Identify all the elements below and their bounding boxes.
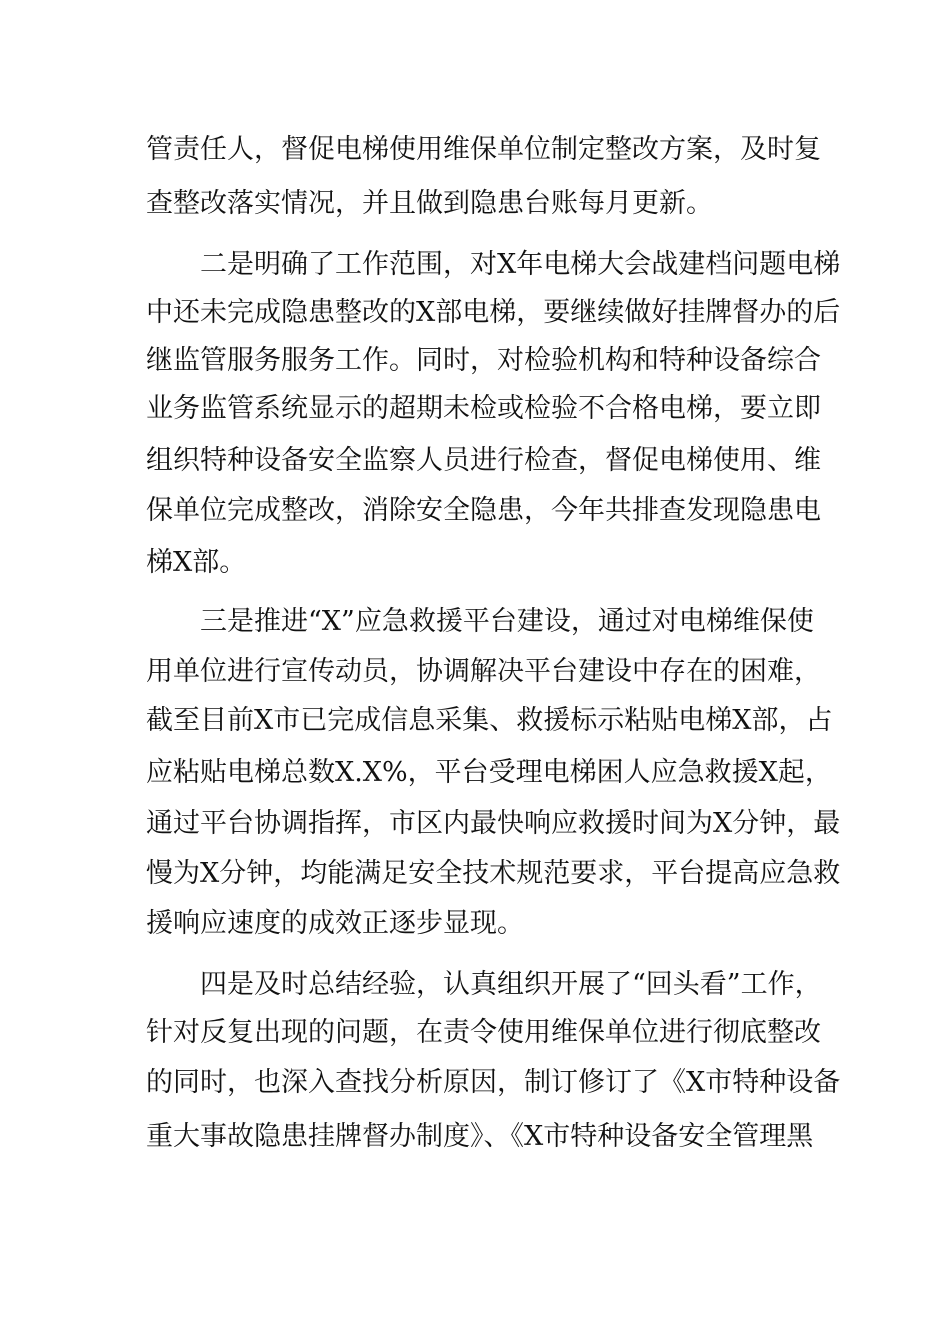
text-line: 管责任人，督促电梯使用维保单位制定整改方案，及时复: [146, 134, 821, 165]
text-line: 业务监管系统显示的超期未检或检验不合格电梯，要立即: [146, 393, 821, 424]
text-line: 援响应速度的成效正逐步显现。: [146, 908, 524, 939]
text-line: 查整改落实情况，并且做到隐患台账每月更新。: [146, 188, 713, 219]
paragraph-first-line: 三是推进“X”应急救援平台建设，通过对电梯维保使: [200, 606, 814, 637]
text-line: 通过平台协调指挥，市区内最快响应救援时间为X分钟，最: [146, 808, 841, 839]
text-line: 继监管服务服务工作。同时，对检验机构和特种设备综合: [146, 345, 821, 376]
text-line: 重大事故隐患挂牌督办制度》、《X市特种设备安全管理黑: [146, 1121, 814, 1152]
paragraph-first-line: 二是明确了工作范围，对X年电梯大会战建档问题电梯: [200, 249, 841, 280]
text-line: 针对反复出现的问题，在责令使用维保单位进行彻底整改: [146, 1017, 821, 1048]
text-line: 的同时，也深入查找分析原因，制订修订了《X市特种设备: [146, 1067, 841, 1098]
text-line: 保单位完成整改，消除安全隐患，今年共排查发现隐患电: [146, 495, 821, 526]
paragraph-first-line: 四是及时总结经验，认真组织开展了“回头看”工作，: [200, 969, 822, 1000]
text-line: 梯X部。: [146, 547, 247, 578]
text-line: 用单位进行宣传动员，协调解决平台建设中存在的困难，: [146, 656, 821, 687]
text-line: 截至目前X市已完成信息采集、救援标示粘贴电梯X部，占: [146, 705, 833, 736]
text-line: 中还未完成隐患整改的X部电梯，要继续做好挂牌督办的后: [146, 297, 841, 328]
text-line: 应粘贴电梯总数X.X%，平台受理电梯困人应急救援X起，: [146, 757, 832, 788]
text-line: 慢为X分钟，均能满足安全技术规范要求，平台提高应急救: [146, 858, 841, 889]
text-line: 组织特种设备安全监察人员进行检查，督促电梯使用、维: [146, 445, 821, 476]
